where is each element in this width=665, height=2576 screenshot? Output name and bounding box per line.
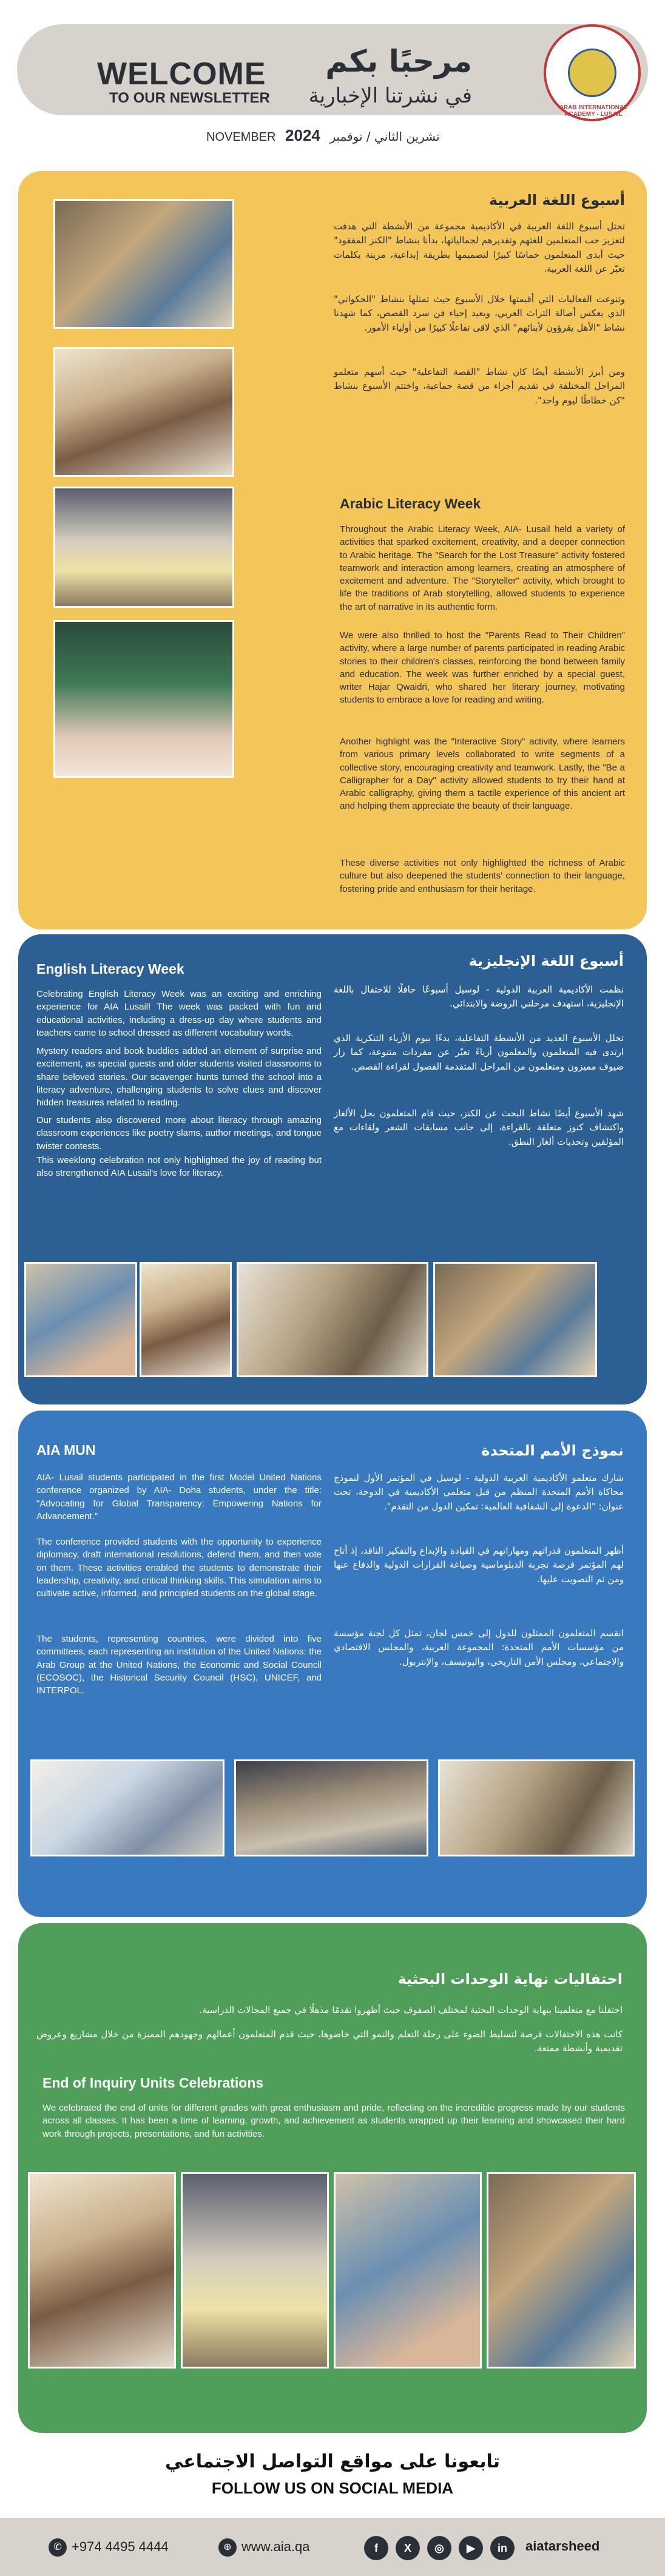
globe-icon: ⊕ — [218, 2538, 237, 2557]
contact-footer — [0, 2518, 665, 2576]
follow-us-en: FOLLOW US ON SOCIAL MEDIA — [211, 2479, 454, 2497]
arabic-week-paragraph-ar-3: ومن أبرز الأنشطة أيضًا كان نشاط "القصة التفاعلية" حيث أسهم متعلمو المراحل المختلفة في تقديم أجزاء من قصة جماعية، واختتم الأسبوع بنشاط "كن خطاطًا ليوم واحد". — [334, 366, 625, 406]
arabic-week-paragraph-en-1: Throughout the Arabic Literacy Week, AIA- Lusail held a variety of activities that sparked excitement, creativity, and a deeper connection to Arabic heritage. The "Search for the Lost Treasure" activity fostered teamwork and interaction among learners, creating an atmosphere of excitement and adventure. The "Storyteller" activity, which brought to life the traditions of Arab storytelling, allowed students to experience the art of narrative in its authentic form. — [340, 524, 625, 612]
inquiry-section — [18, 1923, 647, 2433]
inquiry-title-ar: احتفاليات نهاية الوحدات البحثية — [397, 1971, 623, 1988]
english-week-paragraph-ar-3: شهد الأسبوع أيضًا نشاط البحث عن الكنز، حيث قام المتعلمون بحل الألغاز واكتشاف كنوز متعلقة بالقراءة، إلى جانب مسابقات الشعر ولقاءات مع المؤلفين وتحديات ألغاز النطق. — [334, 1108, 624, 1147]
arabic-welcome-subtitle: في نشرتنا الإخبارية — [308, 84, 472, 108]
inquiry-title-en: End of Inquiry Units Celebrations — [42, 2075, 264, 2091]
issue-date — [206, 126, 440, 145]
inquiry-paragraph-ar-2: كانت هذه الاحتفالات فرصة لتسليط الضوء على رحلة التعلم والنمو التي خاضوها، حيث قدم المتعلمون أعمالهم وجهودهم المميزة من خلال مشاريع وعروض تقديمية وأنشطة ممتعة. — [36, 2029, 623, 2054]
inquiry-photo-4 — [487, 2172, 636, 2369]
mun-section — [18, 1411, 647, 1917]
phone-number: +974 4495 4444 — [72, 2538, 169, 2554]
english-week-photo-1 — [24, 1262, 137, 1377]
phone-contact[interactable] — [49, 2538, 169, 2557]
mun-paragraph-ar-3: انقسم المتعلمون الممثلون للدول إلى خمس لجان، تمثل كل لجنة مؤسسة من مؤسسات الأمم المتحدة: المجموعة العربية، والمجلس الاقتصادي والاجتماعي، ومجلس الأمن التاريخي، واليونيسف، والإنتربول. — [334, 1628, 624, 1667]
english-week-photo-2 — [140, 1262, 232, 1377]
arabic-week-photo-1 — [53, 199, 234, 329]
mun-photo-3 — [438, 1759, 635, 1856]
inquiry-photo-2 — [181, 2172, 329, 2369]
youtube-icon[interactable]: ▶ — [459, 2536, 483, 2560]
newsletter-header — [0, 0, 665, 159]
inquiry-paragraph-en-1: We celebrated the end of units for different grades with great enthusiasm and pride, reflecting on the incredible progress made by our students across all classes. It has been a time of learning, growth, and achievement as students wrapped up their learning and showcased their hard work through projects, presentations, and fun activities. — [42, 2103, 625, 2139]
website-link[interactable] — [218, 2538, 310, 2557]
welcome-subtitle: TO OUR NEWSLETTER — [109, 90, 270, 106]
issue-year: 2024 — [285, 126, 320, 144]
mun-paragraph-ar-1: شارك متعلمو الأكاديمية العربية الدولية - لوسيل في المؤتمر الأول لنموذج محاكاة الأمم المتحدة المنظم من قبل متعلمي الأكاديمية في الدوحة، تحت عنوان: "الدعوة إلى الشفافية العالمية: تمكين الدول من التقدم". — [334, 1472, 624, 1512]
arabic-week-title-ar: أسبوع اللغة العربية — [489, 192, 625, 209]
english-week-paragraph-ar-2: تخلل الأسبوع العديد من الأنشطة التفاعلية، بدءًا بيوم الأزياء التنكرية الذي ارتدى فيه المتعلمون والمعلمون أزياءً تعبّر عن مفردات متنوعة، كما زار ضيوف مميزون ومتعلمون من المراحل المتقدمة الفصول لقراءة القصص. — [334, 1033, 624, 1072]
instagram-icon[interactable]: ◎ — [427, 2536, 451, 2560]
website-url: www.aia.qa — [241, 2538, 310, 2554]
logo-text: ARAB INTERNATIONAL ACADEMY - LUSAIL — [559, 104, 628, 118]
arabic-week-paragraph-en-2: We were also thrilled to host the "Parents Read to Their Children" activity, where a large number of parents participated in reading Arabic stories to their children's classes, reinforcing the bond between family and education. The week was further enriched by a special guest, writer Hajar Qwaidri, who shared her literary journey, motivating students to embrace a love for reading and writing. — [340, 630, 625, 706]
english-week-paragraph-en-1: Celebrating English Literacy Week was an exciting and enriching experience for AIA Lusail! The week was packed with fun and educational activities, including a dress-up day where students and teachers came to school dressed as different vocabulary words. — [36, 989, 322, 1038]
arabic-week-title-en: Arabic Literacy Week — [340, 496, 481, 511]
linkedin-icon[interactable]: in — [490, 2536, 515, 2560]
english-week-paragraph-en-4: This weeklong celebration not only highlighted the joy of reading but also strengthened AIA Lusail's love for literacy. — [36, 1155, 322, 1179]
mun-photo-2 — [234, 1759, 428, 1856]
mun-paragraph-en-1: AIA- Lusail students participated in the first Model United Nations conference organized by AIA- Doha students, under the title: "Advocating for Global Transparency: Empowering Nations for Advancement." — [36, 1472, 322, 1522]
phone-icon: ✆ — [49, 2538, 67, 2557]
english-week-section — [18, 934, 647, 1404]
mun-photo-1 — [30, 1759, 224, 1856]
english-week-title-ar: أسبوع اللغة الإنجليزية — [468, 953, 624, 969]
english-week-paragraph-en-3: Our students also discovered more about literacy through amazing classroom experiences like poetry slams, author meetings, and tongue twister contests. — [36, 1115, 322, 1151]
follow-us-ar: تابعونا على مواقع التواصل الاجتماعي — [164, 2451, 501, 2472]
facebook-icon[interactable]: f — [364, 2536, 388, 2560]
arabic-week-photo-4 — [53, 620, 234, 778]
arabic-welcome-title: مرحبًا بكم — [325, 44, 472, 79]
english-week-photo-4 — [433, 1262, 597, 1377]
inquiry-photo-1 — [28, 2172, 176, 2369]
english-week-paragraph-en-2: Mystery readers and book buddies added an element of surprise and excitement, as special guests and older students visited classrooms to share beloved stories. Our scavenger hunts turned the school into a literacy adventure, challenging students to solve clues and discover hidden treasures related to reading. — [36, 1046, 322, 1108]
mun-paragraph-en-3: The students, representing countries, were divided into five committees, each representing an institution of the United Nations: the Arab Group at the United Nations, the Economic and Social Council (ECOSOC), the Historical Security Council (HSC), UNICEF, and INTERPOL. — [36, 1634, 322, 1696]
inquiry-paragraph-ar-1: احتفلنا مع متعلمينا بنهاية الوحدات البحثية لمختلف الصفوف حيث أظهروا تقدمًا مذهلًا في جميع المجالات الدراسية. — [199, 2004, 623, 2015]
mun-title-ar: نموذج الأمم المتحدة — [481, 1442, 624, 1459]
english-week-title-en: English Literacy Week — [36, 961, 184, 977]
arabic-week-photo-3 — [53, 487, 234, 608]
mun-title-en: AIA MUN — [36, 1442, 96, 1458]
english-week-paragraph-ar-1: نظمت الأكاديمية العربية الدولية - لوسيل أسبوعًا حافلًا للاحتفال باللغة الإنجليزية، استهدف مرحلتي الروضة والابتدائي. — [334, 984, 624, 1010]
logo-emblem-icon — [568, 49, 616, 97]
social-handle[interactable]: aiatarsheed — [525, 2538, 600, 2554]
welcome-title: WELCOME — [97, 56, 266, 92]
mun-paragraph-ar-2: أظهر المتعلمون قدراتهم ومهاراتهم في القيادة والإبداع والتفكير الناقد، إذ أتاح لهم المؤتمر فرصة تجربة الدبلوماسية وصياغة القرارات الدولية والدفاع عنها ومن ثم التصويت عليها. — [334, 1545, 624, 1585]
arabic-week-section — [18, 171, 647, 929]
arabic-week-paragraph-ar-2: وتنوعت الفعاليات التي أقيمتها خلال الأسبوع حيث تمثلها بنشاط "الحكواتي" الذي يعكس أصالة التراث العربي، ويعيد إحياء فن سرد القصص، كما شهدنا نشاط "الأهل يقرؤون لأبنائهم" الذي لاقى تفاعلًا كبيرًا من أولياء الأمور. — [334, 294, 625, 333]
issue-month-ar: تشرين الثاني / نوفمبر — [329, 129, 440, 144]
x-icon[interactable]: X — [396, 2536, 420, 2560]
issue-month-en: NOVEMBER — [206, 130, 276, 144]
arabic-week-paragraph-en-4: These diverse activities not only highlighted the richness of Arabic culture but also deepened the students' connection to their language, fostering pride and enthusiasm for their heritage. — [340, 858, 625, 894]
mun-paragraph-en-2: The conference provided students with the opportunity to experience diplomacy, draft international resolutions, defend them, and then vote on them. These activities enabled the students to demonstrate their leadership, creativity, and critical thinking skills. This simulation aims to cultivate active, informed, and principled students on the global stage. — [36, 1537, 322, 1599]
inquiry-photo-3 — [334, 2172, 482, 2369]
arabic-week-paragraph-ar-1: تحتل أسبوع اللغة العربية في الأكاديمية مجموعة من الأنشطة التي هدفت لتعزيز حب المتعلمين للغتهم وتقديرهم لجمالياتها، بدأنا بنشاط "الكنز المفقود" حيث أبدى المتعلمون حماسًا كبيرًا لتصميمها بطريقة إبداعية، مزينة بكلمات تعبّر عن اللغة العربية. — [334, 221, 625, 274]
arabic-week-paragraph-en-3: Another highlight was the "Interactive Story" activity, where learners from various primary levels collaborated to write segments of a collective story, encouraging creativity and teamwork. Lastly, the "Be a Calligrapher for a Day" activity allowed students to try their hand at Arabic calligraphy, giving them a tactile experience of this ancient art and helping them appreciate the beauty of their language. — [340, 737, 625, 812]
academy-logo — [544, 24, 641, 121]
english-week-photo-3 — [237, 1262, 428, 1377]
arabic-week-photo-2 — [53, 347, 234, 477]
